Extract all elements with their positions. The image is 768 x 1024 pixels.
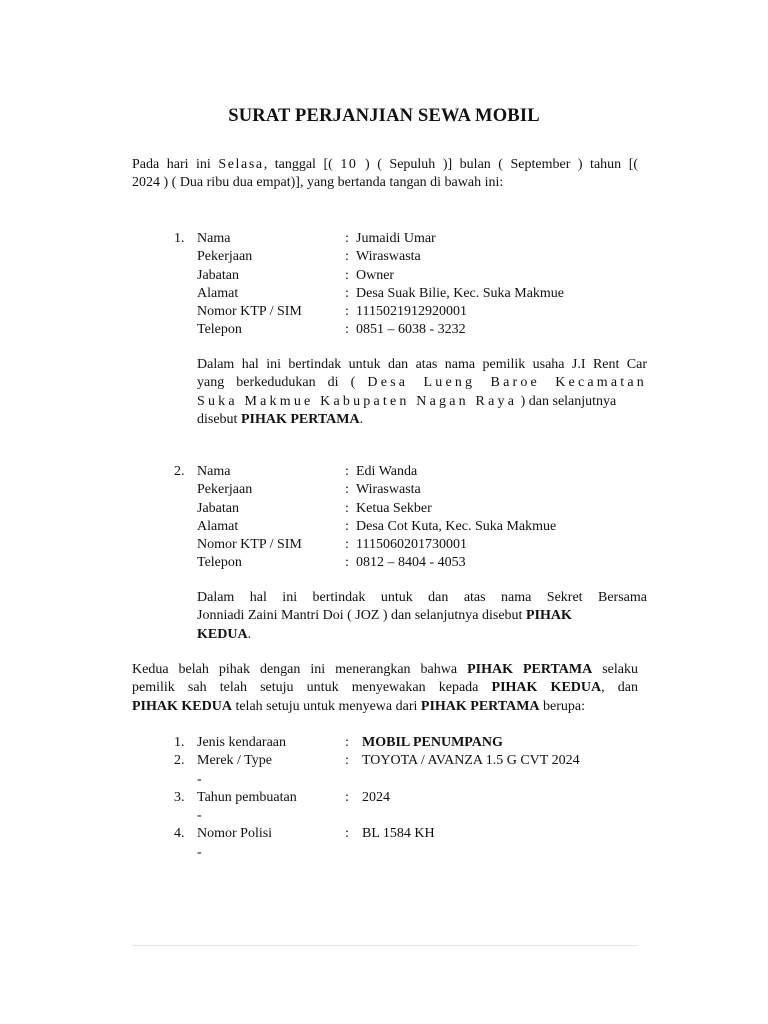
party-1-row: Jabatan : Owner — [197, 267, 395, 283]
document-title: SURAT PERJANJIAN SEWA MOBIL — [228, 106, 540, 126]
party-1-row: Nomor KTP / SIM : 1115021912920001 — [197, 304, 467, 320]
agreement-paragraph: Kedua belah pihak dengan ini menerangkan bahwa PIHAK PERTAMA selaku pemilik sah telah setuju untuk menyewakan kepada PIHAK KEDUA, dan PIHAK KEDUA telah setuju untuk menyewa dari PIHAK PERTAMA berupa: — [132, 662, 638, 714]
party-2-row: Alamat : Desa Cot Kuta, Kec. Suka Makmue — [197, 518, 557, 534]
party-1-row: Alamat : Desa Suak Bilie, Kec. Suka Makmue — [197, 285, 565, 301]
party-2-row: Nomor KTP / SIM : 1115060201730001 — [197, 537, 467, 553]
page-divider — [132, 945, 638, 946]
party-1-row: Pekerjaan : Wiraswasta — [197, 249, 421, 265]
party-1-description: Dalam hal ini bertindak untuk dan atas nama pemilik usaha J.I Rent Car yang berkedudukan di ( Desa Lueng Baroe Kecamatan Suka Makmue Kabupaten Nagan Raya ) dan selanjutnya disebut PIHAK PERTAMA. — [197, 357, 648, 428]
party-2-row: Telepon : 0812 – 8404 - 4053 — [197, 555, 466, 571]
vehicle-details — [174, 734, 644, 862]
vehicle-row-dash: - — [197, 844, 202, 860]
party-1-row: 1. Nama : Jumaidi Umar — [174, 231, 436, 246]
vehicle-row-dash: - — [197, 808, 202, 824]
vehicle-row: 3. Tahun pembuatan : 2024 — [174, 789, 390, 805]
party-2-description: Dalam hal ini bertindak untuk dan atas nama Sekret Bersama Jonniadi Zaini Mantri Doi ( JOZ ) dan selanjutnya disebut PIHAK KEDUA. — [197, 590, 647, 642]
vehicle-row: 4. Nomor Polisi : BL 1584 KH — [174, 826, 435, 842]
party-2-row: Jabatan : Ketua Sekber — [197, 500, 432, 516]
party-1-details — [174, 230, 644, 340]
party-2-row: Pekerjaan : Wiraswasta — [197, 482, 421, 498]
vehicle-row: 2. Merek / Type : TOYOTA / AVANZA 1.5 G CVT 2024 — [174, 753, 580, 769]
vehicle-row-dash: - — [197, 771, 202, 787]
party-2-row: 2. Nama : Edi Wanda — [174, 464, 418, 479]
intro-paragraph: Pada hari ini Selasa, tanggal [( 10 ) ( Sepuluh )] bulan ( September ) tahun [( 2024 ) ( Dua ribu dua empat)], yang bertanda tangan di bawah ini: — [132, 157, 639, 191]
party-2-details — [174, 463, 644, 573]
party-1-row: Telepon : 0851 – 6038 - 3232 — [197, 322, 466, 338]
vehicle-row: 1. Jenis kendaraan : MOBIL PENUMPANG — [174, 735, 503, 750]
